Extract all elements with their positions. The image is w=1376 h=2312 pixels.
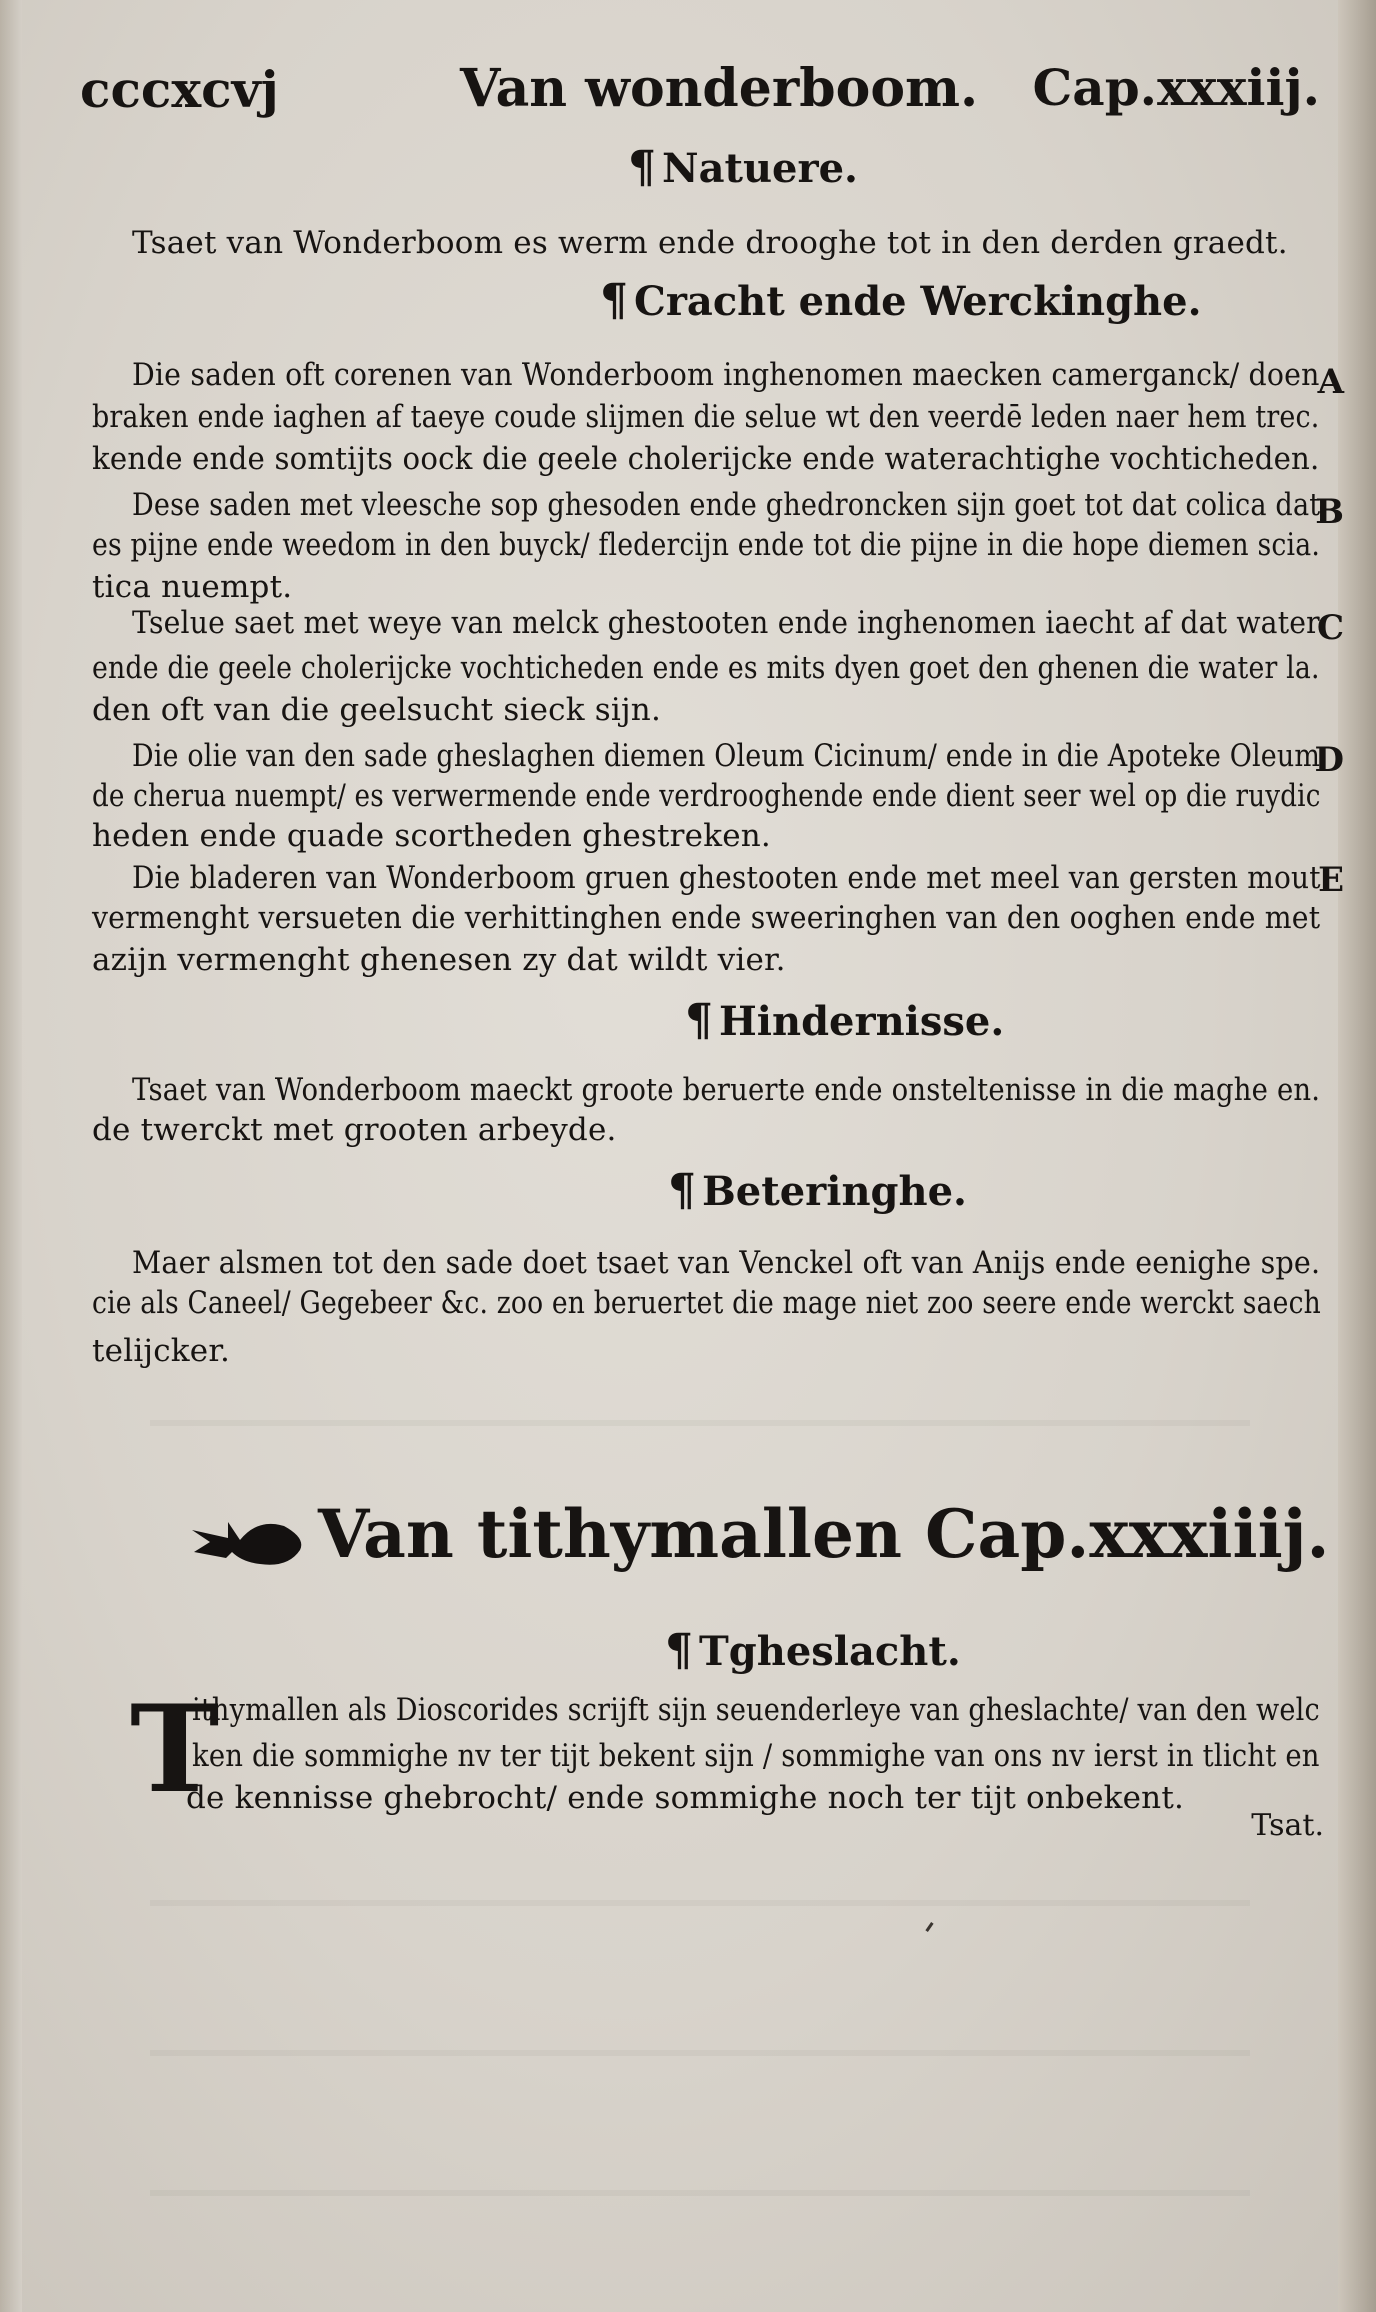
- margin-letter-e: E: [1318, 860, 1344, 900]
- section-heading-natuere: ¶ Natuere.: [628, 142, 858, 193]
- pilcrow-icon: ¶: [668, 1165, 696, 1216]
- paper-mark: [925, 1922, 933, 1932]
- text-line: heden ende quade scortheden ghestreken.: [92, 818, 771, 854]
- text-line: Die saden oft corenen van Wonderboom inghenomen maecken camerganck/ doen: [132, 357, 1320, 393]
- pilcrow-icon: ¶: [665, 1625, 693, 1676]
- text-line: kende ende somtijts oock die geele cholerijcke ende waterachtighe vochticheden.: [92, 441, 1320, 477]
- section-heading-cracht: ¶ Cracht ende Werckinghe.: [600, 275, 1202, 326]
- text-line: de cherua nuempt/ es verwermende ende verdrooghende ende dient seer wel op die ruydic: [92, 778, 1321, 814]
- margin-letter-d: D: [1314, 740, 1344, 780]
- text-line: Die olie van den sade gheslaghen diemen Oleum Cicinum/ ende in die Apoteke Oleum: [132, 738, 1321, 774]
- section-heading-beteringhe: ¶ Beteringhe.: [668, 1165, 967, 1216]
- running-title: Van wonderboom.: [460, 58, 979, 119]
- show-through-band: [150, 2050, 1250, 2056]
- text-line: Maer alsmen tot den sade doet tsaet van Venckel oft van Anijs ende eenighe spe.: [132, 1245, 1321, 1281]
- text-line: ken die sommighe nv ter tijt bekent sijn / sommighe van ons nv ierst in tlicht en: [192, 1738, 1320, 1774]
- text-line: tica nuempt.: [92, 569, 293, 605]
- text-line: de kennisse ghebrocht/ ende sommighe noch ter tijt onbekent.: [186, 1780, 1185, 1816]
- margin-letter-a: A: [1317, 362, 1344, 402]
- text-line: telijcker.: [92, 1333, 231, 1369]
- chapter-title: Van tithymallen Cap.xxxiiij.: [318, 1495, 1330, 1573]
- show-through-band: [150, 2190, 1250, 2196]
- chapter-reference: Cap.xxxiij.: [1032, 58, 1320, 117]
- margin-letter-b: B: [1315, 492, 1344, 532]
- text-line: de twerckt met grooten arbeyde.: [92, 1112, 617, 1148]
- text-line: Die bladeren van Wonderboom gruen ghestooten ende met meel van gersten mout: [132, 860, 1321, 896]
- text-line: ithymallen als Dioscorides scrijft sijn seuenderleye van gheslachte/ van den welc: [192, 1692, 1320, 1728]
- section-heading-gheslacht: ¶ Tgheslacht.: [665, 1625, 961, 1676]
- pointing-hand-icon: [188, 1512, 308, 1570]
- text-line: azijn vermenght ghenesen zy dat wildt vier.: [92, 942, 786, 978]
- text-line: den oft van die geelsucht sieck sijn.: [92, 692, 662, 728]
- drop-cap: T: [130, 1679, 220, 1820]
- text-line: vermenght versueten die verhittinghen ende sweeringhen van den ooghen ende met: [92, 900, 1321, 936]
- show-through-band: [150, 1900, 1250, 1906]
- page-gutter: [0, 0, 22, 2312]
- text-line: cie als Caneel/ Gegebeer &c. zoo en beruertet die mage niet zoo seere ende werckt saech: [92, 1285, 1321, 1321]
- pilcrow-icon: ¶: [685, 995, 713, 1046]
- text-line: braken ende iaghen af taeye coude slijmen die selue wt den veerdē leden naer hem trec.: [92, 399, 1320, 435]
- catchword: Tsat.: [1251, 1808, 1324, 1843]
- pilcrow-icon: ¶: [600, 275, 628, 326]
- folio-number: cccxcvj: [80, 60, 279, 119]
- text-line: ende die geele cholerijcke vochticheden ende es mits dyen goet den ghenen die water la.: [92, 650, 1320, 686]
- margin-letter-c: C: [1316, 608, 1344, 648]
- text-line: Tsaet van Wonderboom es werm ende drooghe tot in den derden graedt.: [132, 225, 1288, 261]
- show-through-band: [150, 1420, 1250, 1426]
- text-line: es pijne ende weedom in den buyck/ fledercijn ende tot die pijne in die hope diemen scia.: [92, 527, 1320, 563]
- pilcrow-icon: ¶: [628, 142, 656, 193]
- text-line: Dese saden met vleesche sop ghesoden ende ghedroncken sijn goet tot dat colica dat: [132, 487, 1321, 523]
- section-heading-hindernisse: ¶ Hindernisse.: [685, 995, 1005, 1046]
- running-header: [80, 60, 1320, 130]
- text-line: Tselue saet met weye van melck ghestooten ende inghenomen iaecht af dat water: [132, 605, 1320, 641]
- text-line: Tsaet van Wonderboom maeckt groote beruerte ende onsteltenisse in die maghe en.: [132, 1072, 1321, 1108]
- page-edge: [1338, 0, 1376, 2312]
